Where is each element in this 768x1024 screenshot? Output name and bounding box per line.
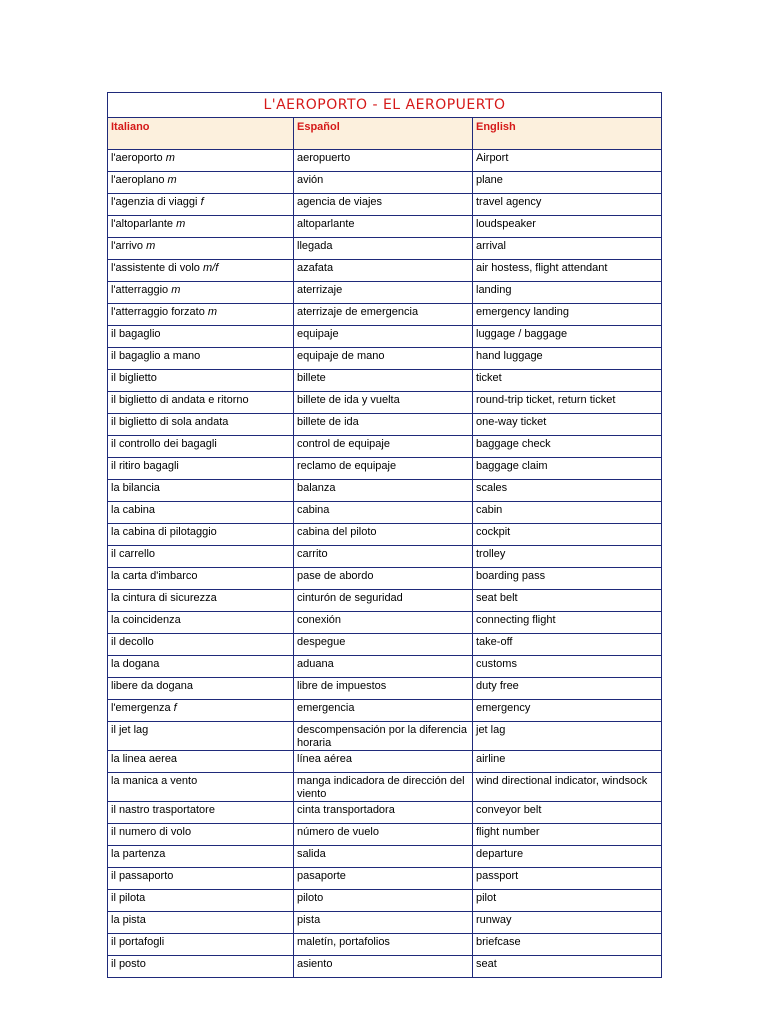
italian-word: l'altoparlante [111, 218, 174, 230]
italian-term [108, 480, 294, 502]
english-term: briefcase [473, 934, 662, 956]
english-term: departure [473, 846, 662, 868]
english-term: seat [473, 956, 662, 978]
italian-word: l'atterraggio forzato [111, 306, 205, 318]
english-term: hand luggage [473, 348, 662, 370]
english-term: luggage / baggage [473, 326, 662, 348]
english-term: ticket [473, 370, 662, 392]
table-row [108, 238, 662, 260]
english-term: passport [473, 868, 662, 890]
english-term: wind directional indicator, windsock [473, 773, 662, 802]
italian-word: il biglietto di andata e ritorno [111, 394, 249, 406]
table-row [108, 612, 662, 634]
english-term: trolley [473, 546, 662, 568]
italian-word: l'arrivo [111, 240, 144, 252]
italian-word: il biglietto [111, 372, 157, 384]
italian-term [108, 150, 294, 172]
spanish-term: cinturón de seguridad [294, 590, 473, 612]
italian-term [108, 172, 294, 194]
spanish-term: billete de ida [294, 414, 473, 436]
italian-term [108, 260, 294, 282]
italian-word: il numero di volo [111, 826, 192, 838]
table-row [108, 480, 662, 502]
spanish-term: billete [294, 370, 473, 392]
italian-word: il carrello [111, 548, 156, 560]
spanish-term: línea aérea [294, 751, 473, 773]
table-row [108, 458, 662, 480]
italian-word: la carta d'imbarco [111, 570, 198, 582]
table-row [108, 824, 662, 846]
italian-term [108, 773, 294, 802]
gender-marker: m [146, 240, 156, 252]
italian-word: il posto [111, 958, 146, 970]
italian-word: la pista [111, 914, 146, 926]
table-row [108, 216, 662, 238]
italian-term [108, 282, 294, 304]
spanish-term: descompensación por la diferencia horaria [294, 722, 473, 751]
italian-term [108, 868, 294, 890]
spanish-term: avión [294, 172, 473, 194]
italian-word: il controllo dei bagagli [111, 438, 217, 450]
table-row [108, 150, 662, 172]
italian-term [108, 392, 294, 414]
spanish-term: reclamo de equipaje [294, 458, 473, 480]
english-term: emergency [473, 700, 662, 722]
spanish-term: carrito [294, 546, 473, 568]
english-term: Airport [473, 150, 662, 172]
english-term: loudspeaker [473, 216, 662, 238]
italian-word: il nastro trasportatore [111, 804, 215, 816]
italian-term [108, 846, 294, 868]
italian-term [108, 890, 294, 912]
english-term: duty free [473, 678, 662, 700]
gender-marker: m/f [203, 262, 219, 274]
spanish-term: manga indicadora de dirección del viento [294, 773, 473, 802]
italian-word: il portafogli [111, 936, 165, 948]
italian-term [108, 912, 294, 934]
english-term: emergency landing [473, 304, 662, 326]
table-row [108, 678, 662, 700]
english-term: one-way ticket [473, 414, 662, 436]
english-term: conveyor belt [473, 802, 662, 824]
gender-marker: m [176, 218, 186, 230]
english-term: scales [473, 480, 662, 502]
spanish-term: cabina del piloto [294, 524, 473, 546]
english-term: baggage claim [473, 458, 662, 480]
italian-word: l'assistente di volo [111, 262, 200, 274]
english-term: connecting flight [473, 612, 662, 634]
table-row [108, 392, 662, 414]
spanish-term: azafata [294, 260, 473, 282]
italian-word: la manica a vento [111, 775, 198, 787]
table-row [108, 890, 662, 912]
italian-word: la dogana [111, 658, 160, 670]
spanish-term: libre de impuestos [294, 678, 473, 700]
table-row [108, 502, 662, 524]
italian-term [108, 590, 294, 612]
header-english: English [473, 118, 662, 150]
spanish-term: pista [294, 912, 473, 934]
spanish-term: asiento [294, 956, 473, 978]
italian-word: il passaporto [111, 870, 174, 882]
spanish-term: despegue [294, 634, 473, 656]
spanish-term: balanza [294, 480, 473, 502]
italian-term [108, 678, 294, 700]
italian-word: la partenza [111, 848, 166, 860]
table-row [108, 912, 662, 934]
english-term: runway [473, 912, 662, 934]
italian-term [108, 326, 294, 348]
italian-term [108, 524, 294, 546]
table-row [108, 436, 662, 458]
spanish-term: conexión [294, 612, 473, 634]
table-row [108, 590, 662, 612]
spanish-term: salida [294, 846, 473, 868]
italian-word: la linea aerea [111, 753, 178, 765]
italian-word: la cintura di sicurezza [111, 592, 217, 604]
header-row [108, 118, 662, 150]
english-term: customs [473, 656, 662, 678]
table-row [108, 370, 662, 392]
gender-marker: f [173, 702, 177, 714]
table-row [108, 802, 662, 824]
table-row [108, 722, 662, 751]
table-title: L'AEROPORTO - EL AEROPUERTO [108, 93, 662, 118]
english-term: cockpit [473, 524, 662, 546]
table-row [108, 282, 662, 304]
header-espanol: Español [294, 118, 473, 150]
english-term: baggage check [473, 436, 662, 458]
english-term: airline [473, 751, 662, 773]
gender-marker: m [167, 174, 177, 186]
italian-term [108, 436, 294, 458]
italian-word: la cabina [111, 504, 156, 516]
spanish-term: cinta transportadora [294, 802, 473, 824]
table-row [108, 348, 662, 370]
italian-term [108, 722, 294, 751]
english-term: landing [473, 282, 662, 304]
italian-term [108, 238, 294, 260]
table-row [108, 751, 662, 773]
italian-term [108, 956, 294, 978]
italian-word: il bagaglio [111, 328, 161, 340]
spanish-term: pasaporte [294, 868, 473, 890]
spanish-term: pase de abordo [294, 568, 473, 590]
spanish-term: cabina [294, 502, 473, 524]
table-row [108, 304, 662, 326]
italian-term [108, 824, 294, 846]
table-row [108, 194, 662, 216]
italian-term [108, 700, 294, 722]
italian-term [108, 216, 294, 238]
italian-term [108, 934, 294, 956]
italian-term [108, 304, 294, 326]
english-term: plane [473, 172, 662, 194]
italian-word: il ritiro bagagli [111, 460, 179, 472]
spanish-term: control de equipaje [294, 436, 473, 458]
italian-term [108, 194, 294, 216]
italian-word: il decollo [111, 636, 154, 648]
title-row [108, 93, 662, 118]
spanish-term: aterrizaje [294, 282, 473, 304]
italian-word: la bilancia [111, 482, 160, 494]
header-italiano: Italiano [108, 118, 294, 150]
spanish-term: aeropuerto [294, 150, 473, 172]
table-row [108, 846, 662, 868]
english-term: pilot [473, 890, 662, 912]
english-term: boarding pass [473, 568, 662, 590]
table-row [108, 326, 662, 348]
table-row [108, 172, 662, 194]
gender-marker: m [207, 306, 218, 318]
italian-term [108, 656, 294, 678]
gender-marker: f [200, 196, 204, 208]
table-row [108, 634, 662, 656]
spanish-term: llegada [294, 238, 473, 260]
english-term: travel agency [473, 194, 662, 216]
italian-word: la cabina di pilotaggio [111, 526, 217, 538]
english-term: arrival [473, 238, 662, 260]
table-row [108, 260, 662, 282]
english-term: seat belt [473, 590, 662, 612]
table-row [108, 773, 662, 802]
table-row [108, 568, 662, 590]
italian-word: l'aeroporto [111, 152, 163, 164]
italian-word: l'agenzia di viaggi [111, 196, 198, 208]
italian-term [108, 546, 294, 568]
spanish-term: emergencia [294, 700, 473, 722]
spanish-term: equipaje [294, 326, 473, 348]
italian-word: la coincidenza [111, 614, 181, 626]
italian-term [108, 348, 294, 370]
spanish-term: aduana [294, 656, 473, 678]
table-row [108, 956, 662, 978]
vocabulary-table [107, 92, 662, 978]
italian-word: l'atterraggio [111, 284, 169, 296]
english-term: cabin [473, 502, 662, 524]
italian-word: l'emergenza [111, 702, 171, 714]
table-row [108, 546, 662, 568]
table-row [108, 524, 662, 546]
english-term: air hostess, flight attendant [473, 260, 662, 282]
spanish-term: altoparlante [294, 216, 473, 238]
italian-word: il pilota [111, 892, 146, 904]
vocabulary-sheet [107, 92, 661, 978]
spanish-term: agencia de viajes [294, 194, 473, 216]
italian-term [108, 370, 294, 392]
italian-term [108, 458, 294, 480]
spanish-term: maletín, portafolios [294, 934, 473, 956]
gender-marker: m [171, 284, 181, 296]
spanish-term: billete de ida y vuelta [294, 392, 473, 414]
table-row [108, 700, 662, 722]
italian-term [108, 634, 294, 656]
table-row [108, 414, 662, 436]
italian-word: il biglietto di sola andata [111, 416, 229, 428]
italian-term [108, 612, 294, 634]
italian-word: il jet lag [111, 724, 149, 736]
table-row [108, 656, 662, 678]
english-term: round-trip ticket, return ticket [473, 392, 662, 414]
italian-term [108, 568, 294, 590]
italian-word: il bagaglio a mano [111, 350, 201, 362]
table-row [108, 934, 662, 956]
spanish-term: piloto [294, 890, 473, 912]
italian-term [108, 414, 294, 436]
italian-term [108, 751, 294, 773]
italian-word: l'aeroplano [111, 174, 165, 186]
english-term: flight number [473, 824, 662, 846]
english-term: jet lag [473, 722, 662, 751]
spanish-term: aterrizaje de emergencia [294, 304, 473, 326]
english-term: take-off [473, 634, 662, 656]
spanish-term: número de vuelo [294, 824, 473, 846]
italian-word: libere da dogana [111, 680, 193, 692]
italian-term [108, 502, 294, 524]
gender-marker: m [165, 152, 175, 164]
italian-term [108, 802, 294, 824]
table-row [108, 868, 662, 890]
spanish-term: equipaje de mano [294, 348, 473, 370]
